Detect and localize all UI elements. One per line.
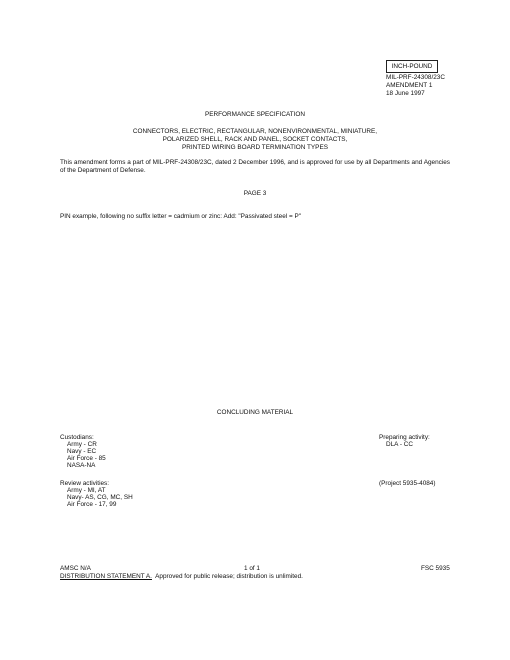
custodian-item: Army - CR [67, 441, 97, 448]
custodian-item: Navy - EC [67, 448, 97, 455]
concluding-material-heading: CONCLUDING MATERIAL [216, 409, 294, 416]
title-line-2: POLARIZED SHELL, RACK AND PANEL, SOCKET CONTACTS, [162, 136, 348, 143]
amendment-number: AMENDMENT 1 [386, 82, 433, 89]
review-item: Air Force - 17, 99 [67, 501, 117, 508]
amsc-label: AMSC N/A [60, 565, 91, 572]
inch-pound-stamp: INCH-POUND [386, 60, 438, 73]
document-id: MIL-PRF-24308/23C [386, 74, 445, 81]
custodians-label: Custodians: [60, 434, 94, 441]
change-text: PIN example, following no suffix letter = cadmium or zinc: Add: "Passivated steel = P" [60, 213, 301, 220]
custodian-item: NASA-NA [67, 462, 96, 469]
project-number: (Project 5935-4084) [379, 480, 436, 487]
review-item: Army - MI, AT [67, 487, 106, 494]
distribution-text: Approved for public release; distribution is unlimited. [151, 573, 303, 580]
custodian-item: Air Force - 85 [67, 455, 106, 462]
distribution-statement [60, 573, 303, 581]
intro-paragraph: This amendment forms a part of MIL-PRF-24308/23C, dated 2 December 1996, and is approved for use by all Departments and Agencies of the Department of Defense. [60, 159, 450, 174]
spec-type-heading: PERFORMANCE SPECIFICATION [204, 111, 305, 118]
title-line-1: CONNECTORS, ELECTRIC, RECTANGULAR, NONENVIRONMENTAL, MINIATURE, [132, 128, 378, 135]
preparing-activity-value: DLA - CC [386, 441, 413, 448]
title-line-3: PRINTED WIRING BOARD TERMINATION TYPES [182, 144, 328, 151]
distribution-label: DISTRIBUTION STATEMENT A. [60, 573, 152, 580]
document-date: 18 June 1997 [386, 90, 425, 97]
page-count: 1 of 1 [244, 565, 260, 572]
fsc-code: FSC 5935 [421, 565, 450, 572]
review-activities-label: Review activities: [60, 480, 110, 487]
page-reference: PAGE 3 [243, 190, 267, 197]
review-item: Navy- AS, CG, MC, SH [67, 494, 133, 501]
preparing-activity-label: Preparing activity: [379, 434, 430, 441]
